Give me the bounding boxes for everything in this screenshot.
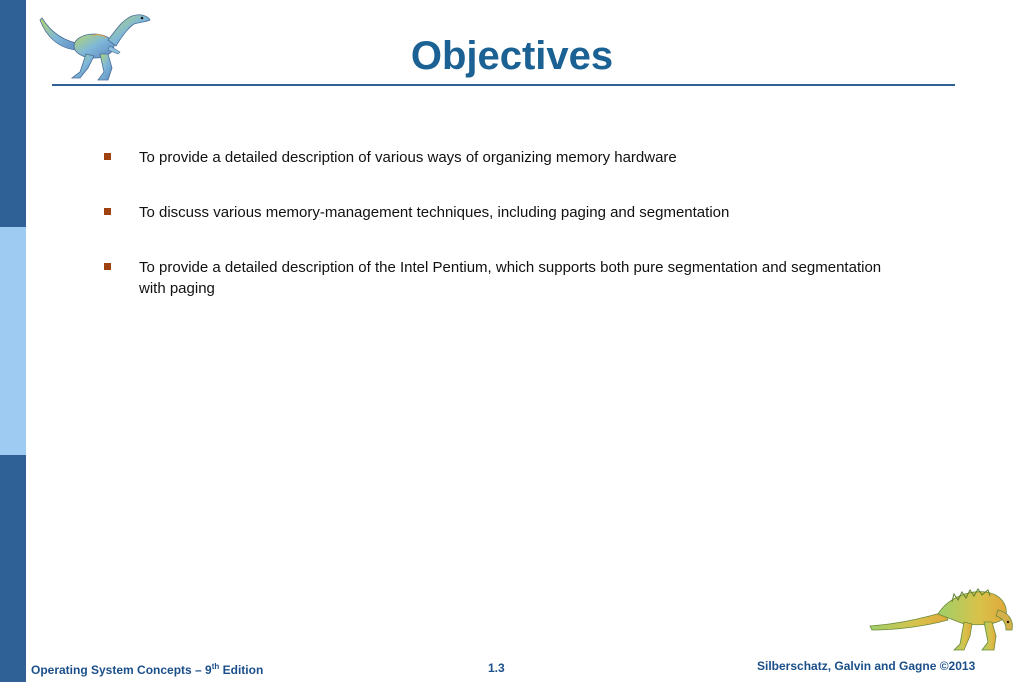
square-bullet-icon — [104, 263, 111, 270]
bullet-text: To provide a detailed description of various ways of organizing memory hardware — [139, 149, 677, 166]
sidebar-stripe-top — [0, 0, 26, 227]
dinosaur-icon — [868, 584, 1016, 656]
list-item — [104, 257, 904, 299]
square-bullet-icon — [104, 153, 111, 160]
sidebar-stripe-middle — [0, 227, 26, 455]
bullet-text: To provide a detailed description of the Intel Pentium, which supports both pure segmentation and segmentation with paging — [139, 259, 882, 297]
footer-book-suffix: Edition — [219, 663, 264, 677]
square-bullet-icon — [104, 208, 111, 215]
slide-title: Objectives — [410, 34, 614, 78]
dinosaur-icon — [36, 6, 156, 84]
list-item — [104, 202, 904, 223]
slide-number: 1.3 — [488, 661, 505, 675]
list-item — [104, 147, 904, 168]
bullet-text: To discuss various memory-management techniques, including paging and segmentation — [139, 204, 730, 221]
objectives-list — [104, 147, 904, 299]
footer-copyright: Silberschatz, Galvin and Gagne ©2013 — [757, 659, 976, 673]
footer-book-superscript: th — [211, 662, 220, 671]
footer-book-title — [31, 662, 263, 677]
footer-book-prefix: Operating System Concepts – 9 — [31, 663, 212, 677]
sidebar-stripe-bottom — [0, 455, 26, 682]
title-divider — [52, 84, 955, 86]
